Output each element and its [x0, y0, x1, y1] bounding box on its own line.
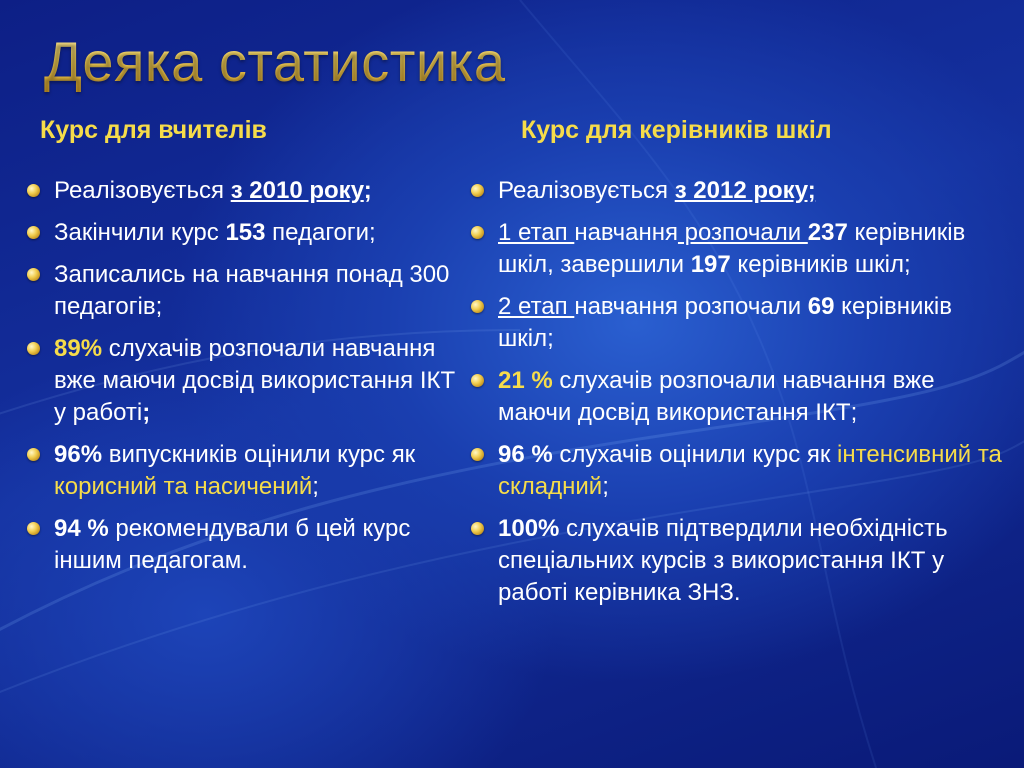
bullet-icon — [27, 226, 40, 239]
right-column-list — [468, 175, 1008, 619]
bullet-icon — [471, 522, 484, 535]
bullet-icon — [27, 268, 40, 281]
bullet-icon — [27, 184, 40, 197]
bullet-icon — [27, 342, 40, 355]
list-item: 100% слухачів підтвердили необхідність спеціальних курсів з використання ІКТ у работі керівника ЗНЗ. — [468, 513, 1008, 609]
list-item: Записались на навчання понад 300 педагогів; — [24, 259, 464, 323]
left-column-list — [24, 175, 464, 587]
list-item: Реалізовується з 2012 року; — [468, 175, 1008, 207]
list-item: 21 % слухачів розпочали навчання вже маючи досвід використання ІКТ; — [468, 365, 1008, 429]
list-item: 94 % рекомендували б цей курс іншим педагогам. — [24, 513, 464, 577]
bullet-icon — [27, 448, 40, 461]
list-item: Закінчили курс 153 педагоги; — [24, 217, 464, 249]
bullet-icon — [471, 226, 484, 239]
list-item: 96% випускників оцінили курс як корисний та насичений; — [24, 439, 464, 503]
bullet-icon — [471, 448, 484, 461]
list-item: 89% слухачів розпочали навчання вже маючи досвід використання ІКТ у работі; — [24, 333, 464, 429]
bullet-icon — [27, 522, 40, 535]
bullet-icon — [471, 300, 484, 313]
list-item: 1 етап навчання розпочали 237 керівників шкіл, завершили 197 керівників шкіл; — [468, 217, 1008, 281]
list-item: 96 % слухачів оцінили курс як інтенсивний та складний; — [468, 439, 1008, 503]
list-item: 2 етап навчання розпочали 69 керівників шкіл; — [468, 291, 1008, 355]
page-title: Деяка статистика — [44, 22, 506, 102]
right-column-heading: Курс для керівників шкіл — [521, 116, 832, 144]
bullet-icon — [471, 184, 484, 197]
bullet-icon — [471, 374, 484, 387]
left-column-heading: Курс для вчителів — [40, 116, 267, 144]
list-item: Реалізовується з 2010 року; — [24, 175, 464, 207]
